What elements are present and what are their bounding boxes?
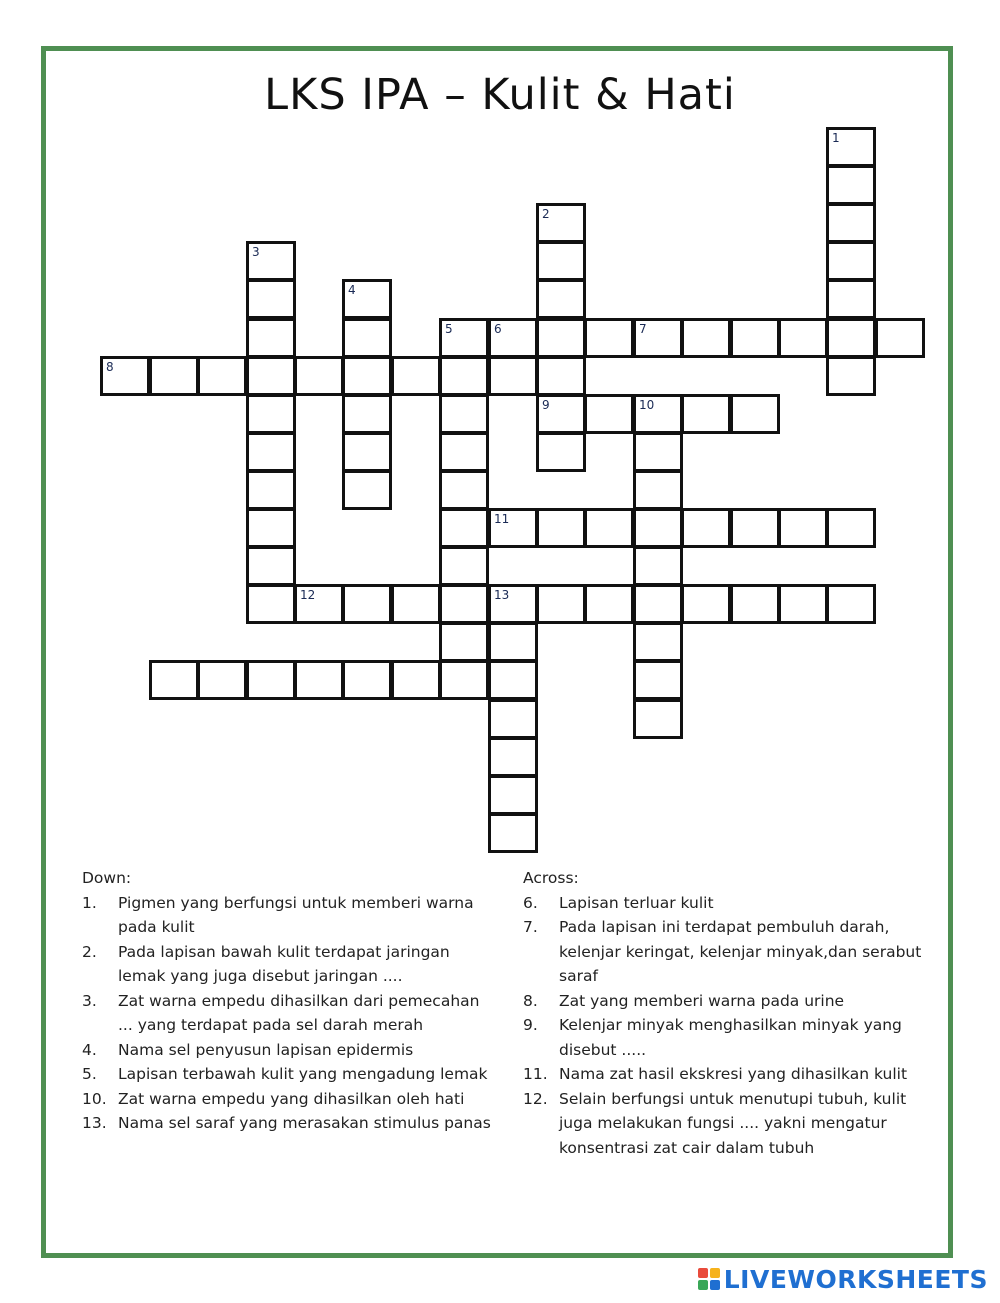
crossword-cell-11[interactable] — [488, 508, 538, 548]
crossword-cell[interactable] — [439, 660, 489, 700]
across-clue — [523, 989, 943, 1014]
brand-name: LIVEWORKSHEETS — [723, 1264, 988, 1294]
crossword-cell[interactable] — [342, 432, 392, 472]
crossword-cell[interactable] — [246, 279, 296, 319]
down-clue-list — [82, 891, 492, 1136]
crossword-cell[interactable] — [584, 584, 634, 624]
clue-text: Selain berfungsi untuk menutupi tubuh, kulit juga melakukan fungsi .... yakni mengatur konsentrasi zat cair dalam tubuh — [559, 1089, 907, 1157]
crossword-cell[interactable] — [633, 622, 683, 662]
crossword-cell[interactable] — [149, 356, 199, 396]
clue-number: 2. — [82, 942, 97, 961]
crossword-cell[interactable] — [439, 470, 489, 510]
crossword-cell[interactable] — [681, 508, 731, 548]
crossword-cell[interactable] — [826, 356, 876, 396]
crossword-cell[interactable] — [584, 394, 634, 434]
across-clue-list — [523, 891, 943, 1161]
clue-text: Lapisan terluar kulit — [559, 893, 714, 912]
crossword-cell[interactable] — [826, 203, 876, 243]
crossword-cell[interactable] — [778, 318, 828, 358]
crossword-cell[interactable] — [536, 356, 586, 396]
clue-text: Pada lapisan ini terdapat pembuluh darah, kelenjar keringat, kelenjar minyak,dan serabut saraf — [559, 918, 922, 985]
crossword-cell[interactable] — [633, 432, 683, 472]
crossword-cell[interactable] — [488, 775, 538, 815]
clue-text: Pigmen yang berfungsi untuk memberi warna pada kulit — [118, 893, 474, 936]
crossword-cell[interactable] — [730, 508, 780, 548]
crossword-cell[interactable] — [294, 356, 344, 396]
crossword-cell[interactable] — [439, 546, 489, 586]
crossword-cell[interactable] — [391, 356, 441, 396]
crossword-cell[interactable] — [246, 584, 296, 624]
clue-number: 3 — [252, 245, 260, 259]
crossword-cell[interactable] — [633, 660, 683, 700]
crossword-cell[interactable] — [826, 241, 876, 281]
crossword-cell[interactable] — [197, 356, 247, 396]
crossword-cell-1[interactable] — [826, 127, 876, 167]
crossword-cell-13[interactable] — [488, 584, 538, 624]
down-clue — [82, 1038, 492, 1063]
across-clues — [523, 866, 943, 1160]
crossword-cell[interactable] — [536, 508, 586, 548]
clue-text: Nama sel saraf yang merasakan stimulus panas — [118, 1114, 491, 1132]
crossword-cell[interactable] — [246, 432, 296, 472]
crossword-cell[interactable] — [633, 508, 683, 548]
page-title: LKS IPA – Kulit & Hati — [264, 70, 736, 120]
crossword-cell[interactable] — [342, 318, 392, 358]
crossword-cell[interactable] — [633, 470, 683, 510]
crossword-cell[interactable] — [488, 356, 538, 396]
crossword-cell[interactable] — [439, 622, 489, 662]
across-clue — [523, 891, 943, 916]
across-heading: Across: — [523, 869, 579, 887]
crossword-cell[interactable] — [439, 432, 489, 472]
crossword-cell[interactable] — [730, 394, 780, 434]
down-heading: Down: — [82, 869, 132, 887]
crossword-cell[interactable] — [246, 660, 296, 700]
clue-number: 7. — [523, 918, 538, 936]
clue-text: Nama zat hasil ekskresi yang dihasilkan kulit — [559, 1065, 908, 1083]
crossword-cell[interactable] — [488, 737, 538, 777]
crossword-cell[interactable] — [826, 165, 876, 205]
crossword-cell-9[interactable] — [536, 394, 586, 434]
crossword-cell[interactable] — [536, 279, 586, 319]
crossword-cell[interactable] — [246, 318, 296, 358]
crossword-cell[interactable] — [439, 508, 489, 548]
clue-number: 10. — [82, 1089, 107, 1108]
down-clue — [82, 940, 492, 989]
clue-number: 11. — [523, 1065, 548, 1083]
crossword-cell[interactable] — [342, 470, 392, 510]
down-clue — [82, 1087, 492, 1112]
clue-number: 3. — [82, 991, 97, 1010]
crossword-cell[interactable] — [246, 508, 296, 548]
crossword-cell[interactable] — [246, 394, 296, 434]
crossword-cell[interactable] — [246, 356, 296, 396]
across-clue — [523, 1062, 943, 1087]
clue-number: 4 — [348, 283, 356, 297]
crossword-cell[interactable] — [730, 584, 780, 624]
crossword-cell[interactable] — [488, 622, 538, 662]
clue-number: 1 — [832, 131, 840, 145]
clue-number: 6 — [494, 322, 502, 336]
down-clue — [82, 891, 492, 940]
crossword-cell[interactable] — [342, 394, 392, 434]
clue-number: 12. — [523, 1089, 548, 1108]
crossword-cell[interactable] — [342, 356, 392, 396]
crossword-cell-8[interactable] — [100, 356, 150, 396]
crossword-cell[interactable] — [584, 318, 634, 358]
clue-text: Zat warna empedu dihasilkan dari pemecahan ... yang terdapat pada sel darah merah — [118, 991, 480, 1034]
crossword-cell[interactable] — [730, 318, 780, 358]
crossword-cell[interactable] — [584, 508, 634, 548]
clue-number: 10 — [639, 398, 655, 412]
crossword-cell[interactable] — [681, 584, 731, 624]
crossword-cell-2[interactable] — [536, 203, 586, 243]
clue-number: 8 — [106, 360, 114, 374]
clue-text: Zat warna empedu yang dihasilkan oleh hati — [118, 1089, 465, 1108]
crossword-cell-4[interactable] — [342, 279, 392, 319]
crossword-cell-10[interactable] — [633, 394, 683, 434]
clue-number: 2 — [542, 207, 550, 221]
down-clue — [82, 1111, 492, 1136]
crossword-cell[interactable] — [826, 584, 876, 624]
across-clue — [523, 1013, 943, 1062]
crossword-cell[interactable] — [488, 660, 538, 700]
crossword-cell[interactable] — [391, 584, 441, 624]
crossword-cell[interactable] — [633, 584, 683, 624]
clue-number: 9 — [542, 398, 550, 412]
clue-number: 1. — [82, 893, 97, 912]
crossword-cell-12[interactable] — [294, 584, 344, 624]
crossword-cell[interactable] — [439, 356, 489, 396]
crossword-cell[interactable] — [536, 318, 586, 358]
clue-number: 11 — [494, 512, 510, 526]
clue-number: 5 — [445, 322, 453, 336]
crossword-cell[interactable] — [681, 318, 731, 358]
crossword-cell[interactable] — [439, 394, 489, 434]
crossword-cell[interactable] — [875, 318, 925, 358]
crossword-cell[interactable] — [197, 660, 247, 700]
crossword-cell[interactable] — [536, 241, 586, 281]
clue-text: Nama sel penyusun lapisan epidermis — [118, 1040, 414, 1059]
down-clues — [82, 866, 492, 1136]
crossword-cell[interactable] — [246, 546, 296, 586]
crossword-cell-7[interactable] — [633, 318, 683, 358]
crossword-cell[interactable] — [681, 394, 731, 434]
clue-number: 5. — [82, 1065, 97, 1083]
crossword-cell[interactable] — [536, 432, 586, 472]
crossword-cell[interactable] — [342, 584, 392, 624]
crossword-cell[interactable] — [633, 699, 683, 739]
crossword-cell[interactable] — [826, 279, 876, 319]
clue-number: 13 — [494, 588, 510, 602]
clue-number: 13. — [82, 1114, 107, 1132]
down-clue — [82, 1062, 492, 1087]
clue-number: 7 — [639, 322, 647, 336]
crossword-cell[interactable] — [246, 470, 296, 510]
crossword-cell[interactable] — [294, 660, 344, 700]
clue-number: 12 — [300, 588, 316, 602]
clue-text: Kelenjar minyak menghasilkan minyak yang disebut ..... — [559, 1016, 902, 1059]
crossword-cell[interactable] — [536, 584, 586, 624]
crossword-cell[interactable] — [149, 660, 199, 700]
crossword-cell[interactable] — [633, 546, 683, 586]
crossword-cell[interactable] — [488, 699, 538, 739]
crossword-cell[interactable] — [826, 508, 876, 548]
crossword-cell[interactable] — [488, 813, 538, 853]
clue-number: 8. — [523, 991, 538, 1010]
down-clue — [82, 989, 492, 1038]
crossword-cell[interactable] — [778, 508, 828, 548]
clue-text: Zat yang memberi warna pada urine — [559, 991, 845, 1010]
liveworksheets-icon — [698, 1268, 720, 1290]
crossword-cell[interactable] — [439, 584, 489, 624]
brand-logo[interactable] — [698, 1264, 988, 1294]
clue-number: 6. — [523, 893, 538, 912]
crossword-cell-3[interactable] — [246, 241, 296, 281]
crossword-cell[interactable] — [778, 584, 828, 624]
crossword-cell-6[interactable] — [488, 318, 538, 358]
across-clue — [523, 1087, 943, 1161]
crossword-cell[interactable] — [342, 660, 392, 700]
crossword-cell[interactable] — [826, 318, 876, 358]
clue-text: Lapisan terbawah kulit yang mengadung lemak — [118, 1065, 488, 1083]
clue-number: 4. — [82, 1040, 97, 1059]
clue-number: 9. — [523, 1016, 538, 1034]
crossword-cell-5[interactable] — [439, 318, 489, 358]
clue-text: Pada lapisan bawah kulit terdapat jaringan lemak yang juga disebut jaringan .... — [118, 942, 450, 985]
crossword-cell[interactable] — [391, 660, 441, 700]
across-clue — [523, 915, 943, 989]
